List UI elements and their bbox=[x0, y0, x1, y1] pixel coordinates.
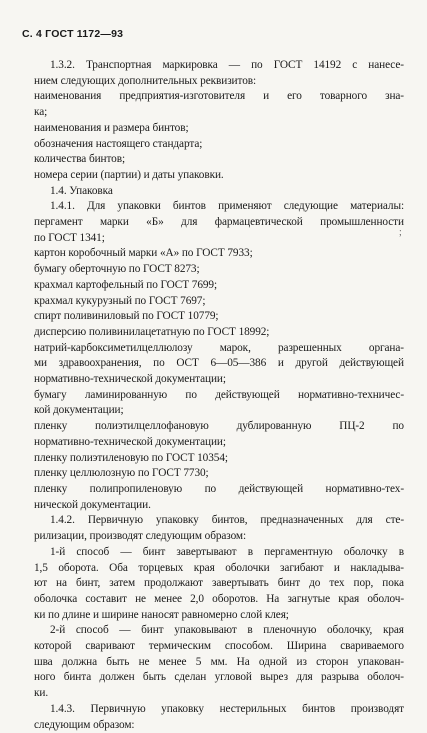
text-line: пленку полиэтиленовую по ГОСТ 10354; bbox=[34, 451, 228, 464]
word: пор, bbox=[353, 577, 374, 590]
word: пергамент bbox=[34, 216, 83, 229]
word: Транспортная bbox=[85, 59, 152, 71]
word: здравоохранения, bbox=[58, 357, 142, 370]
text-line bbox=[34, 388, 404, 404]
text-line: нием следующих дополнительных реквизитов: bbox=[34, 74, 257, 87]
word: 1.3.2. bbox=[50, 59, 75, 71]
word: способ bbox=[76, 545, 110, 558]
word: края bbox=[382, 624, 404, 637]
word: оболоч- bbox=[367, 671, 404, 684]
text-line: кой документации; bbox=[34, 404, 124, 417]
word: завертывают bbox=[176, 545, 237, 558]
word: Первичную bbox=[90, 702, 146, 715]
text-line bbox=[34, 89, 404, 105]
word: — bbox=[120, 545, 132, 558]
word: бинт, bbox=[75, 577, 101, 590]
word: оболочку bbox=[343, 545, 388, 558]
word: ГОСТ bbox=[273, 59, 303, 71]
page-header: С. 4 ГОСТ 1172—93 bbox=[22, 28, 124, 40]
word: 1.4.3. bbox=[50, 702, 75, 715]
word: торцевых bbox=[138, 561, 184, 574]
word: быть bbox=[142, 671, 166, 684]
word: действующей bbox=[238, 482, 304, 495]
word: вырез bbox=[260, 671, 288, 684]
document-body bbox=[34, 58, 404, 733]
text-line bbox=[34, 356, 404, 372]
word: затем bbox=[109, 577, 136, 590]
text-line bbox=[34, 545, 404, 561]
text-line bbox=[34, 482, 404, 498]
text-line: количества бинтов; bbox=[34, 153, 125, 166]
word: ми bbox=[34, 357, 47, 370]
word: пергаментную bbox=[264, 545, 333, 558]
text-line bbox=[34, 655, 404, 671]
word: действующей bbox=[339, 357, 404, 370]
text-line bbox=[34, 199, 404, 215]
word: для bbox=[356, 514, 373, 527]
word: 6—05—386 bbox=[210, 357, 267, 370]
word: разрешенных bbox=[277, 341, 342, 354]
word: менее bbox=[154, 592, 182, 605]
word: пленочную bbox=[263, 624, 317, 637]
word: на bbox=[56, 577, 67, 590]
text-line: крахмал кукурузный по ГОСТ 7697; bbox=[34, 294, 206, 307]
word: сваривают bbox=[85, 640, 135, 653]
word: его bbox=[287, 90, 302, 103]
word: ОСТ bbox=[176, 357, 199, 370]
text-line: дисперсию поливинилацетатную по ГОСТ 18992; bbox=[34, 325, 270, 338]
word: предназначенных bbox=[260, 514, 344, 527]
word: пока bbox=[382, 577, 404, 590]
word: полиэтилцеллофановую bbox=[95, 420, 209, 433]
word: 1.4.2. bbox=[50, 514, 75, 527]
word: и bbox=[277, 357, 284, 370]
text-line bbox=[34, 341, 404, 357]
word: 1.4.1. bbox=[50, 200, 75, 213]
text-line: рилизации, производят следующим образом: bbox=[34, 530, 247, 543]
word: оборота. bbox=[58, 561, 99, 574]
text-line bbox=[34, 419, 404, 435]
word: товарного bbox=[319, 90, 368, 103]
word: ют bbox=[34, 577, 48, 590]
word: быть bbox=[106, 655, 130, 668]
text-line: крахмал картофельный по ГОСТ 7699; bbox=[34, 278, 217, 291]
word: сторон bbox=[316, 655, 349, 668]
word: пленку bbox=[34, 482, 68, 495]
word: одной bbox=[258, 655, 288, 668]
word: шва bbox=[34, 655, 53, 668]
word: которой bbox=[34, 640, 72, 653]
word: 14192 bbox=[313, 59, 342, 71]
word: бинта bbox=[63, 671, 92, 684]
word: в bbox=[398, 545, 404, 558]
text-line: нормативно-технической документации; bbox=[34, 435, 226, 448]
word: свариваемого bbox=[340, 640, 404, 653]
word: 1,5 bbox=[34, 561, 48, 574]
word: применяют bbox=[218, 200, 272, 213]
word: по bbox=[153, 357, 165, 370]
text-line: по ГОСТ 1341; bbox=[34, 231, 105, 244]
word: упаковку bbox=[155, 514, 199, 527]
word: 5 bbox=[195, 655, 202, 668]
text-line bbox=[34, 58, 404, 74]
word: промышленности bbox=[320, 216, 404, 229]
word: нестерильных bbox=[219, 702, 287, 715]
word: пленку bbox=[34, 420, 68, 433]
text-line: нической документации. bbox=[34, 498, 151, 511]
word: менее bbox=[158, 655, 187, 668]
word: в bbox=[247, 624, 253, 637]
text-line: спирт поливиниловый по ГОСТ 10779; bbox=[34, 310, 219, 323]
text-line bbox=[34, 576, 404, 592]
word: термическим bbox=[148, 640, 211, 653]
word: сте- bbox=[385, 514, 404, 527]
word: марок, bbox=[219, 341, 251, 354]
word: оболочка bbox=[34, 592, 78, 605]
word: наименования bbox=[34, 90, 102, 103]
text-line bbox=[34, 513, 404, 529]
word: должен bbox=[99, 671, 135, 684]
word: бинт bbox=[277, 577, 301, 590]
word: ПЦ-2 bbox=[339, 420, 365, 433]
word: тех bbox=[329, 577, 345, 590]
word: На bbox=[266, 592, 280, 605]
text-line bbox=[34, 623, 404, 639]
text-line: ки по длине и ширине наносят равномерно слой клея; bbox=[34, 608, 289, 621]
word: в bbox=[247, 545, 253, 558]
word: бинт bbox=[141, 624, 164, 637]
word: по bbox=[251, 59, 263, 71]
word: угловой bbox=[214, 671, 252, 684]
text-line: следующим образом: bbox=[34, 718, 135, 731]
word: Первичную bbox=[87, 514, 143, 527]
text-line: ка; bbox=[34, 106, 48, 119]
word: разрыва bbox=[321, 671, 359, 684]
word: края bbox=[338, 592, 360, 605]
word: 2-й bbox=[50, 624, 66, 637]
text-line: нормативно-технической документации; bbox=[34, 373, 226, 386]
word: завертывать bbox=[212, 577, 269, 590]
word: сделан bbox=[174, 671, 207, 684]
word: оболоч- bbox=[367, 592, 404, 605]
word: продолжают bbox=[144, 577, 203, 590]
word: бинтов, bbox=[211, 514, 248, 527]
word: по bbox=[185, 388, 197, 401]
text-line bbox=[34, 670, 404, 686]
margin-mark: ; bbox=[399, 227, 402, 238]
word: упаковки bbox=[117, 200, 161, 213]
word: натрий-карбоксиметилцеллюлозу bbox=[34, 341, 193, 354]
word: производят bbox=[350, 702, 404, 715]
word: с bbox=[352, 59, 358, 71]
section-heading: 1.4. Упаковка bbox=[50, 184, 113, 197]
word: зна- bbox=[385, 90, 404, 103]
word: нанесе- bbox=[368, 59, 404, 71]
text-line bbox=[34, 639, 404, 655]
word: следующие bbox=[283, 200, 338, 213]
text-line: пленку целлюлозную по ГОСТ 7730; bbox=[34, 467, 209, 480]
text-line bbox=[34, 702, 404, 718]
word: — bbox=[228, 59, 240, 71]
word: бинт bbox=[142, 545, 166, 558]
text-line: ки. bbox=[34, 687, 49, 700]
word: оболочки bbox=[225, 561, 270, 574]
word: для bbox=[181, 216, 198, 229]
text-line: номера серии (партии) и даты упаковки. bbox=[34, 168, 224, 181]
word: нормативно-техничес- bbox=[297, 388, 404, 401]
word: упаковку bbox=[161, 702, 204, 715]
word: способом. bbox=[224, 640, 273, 653]
word: материалы: bbox=[350, 200, 404, 213]
word: Ширина bbox=[286, 640, 327, 653]
word: составит bbox=[85, 592, 127, 605]
word: «Б» bbox=[146, 216, 164, 229]
word: органа- bbox=[368, 341, 404, 354]
word: и bbox=[263, 90, 270, 103]
word: 2,0 bbox=[190, 592, 204, 605]
word: упакован- bbox=[357, 655, 404, 668]
word: по bbox=[204, 482, 217, 495]
text-line: бумагу оберточную по ГОСТ 8273; bbox=[34, 263, 200, 276]
word: Для bbox=[86, 200, 106, 213]
word: не bbox=[138, 655, 150, 668]
text-line: картон коробочный марки «А» по ГОСТ 7933; bbox=[34, 247, 253, 260]
word: бинтов bbox=[302, 702, 336, 715]
word: оборотов. bbox=[212, 592, 259, 605]
text-line bbox=[34, 561, 404, 577]
word: — bbox=[119, 624, 131, 637]
word: мм. bbox=[210, 655, 228, 668]
word: нормативно-тех- bbox=[325, 482, 404, 495]
word: способ bbox=[75, 624, 109, 637]
text-line bbox=[34, 215, 404, 231]
word: для bbox=[296, 671, 313, 684]
word: должна bbox=[61, 655, 98, 668]
word: дублированную bbox=[236, 420, 312, 433]
text-line: наименования и размера бинтов; bbox=[34, 121, 189, 134]
word: по bbox=[392, 420, 404, 433]
word: 1-й bbox=[50, 545, 66, 558]
word: загнутые bbox=[287, 592, 330, 605]
word: накладыва- bbox=[350, 561, 404, 574]
word: действующей bbox=[215, 388, 280, 401]
word: края bbox=[193, 561, 215, 574]
word: упаковывают bbox=[174, 624, 237, 637]
word: и bbox=[333, 561, 340, 574]
word: марки bbox=[100, 216, 129, 229]
text-line bbox=[34, 592, 404, 608]
word: полипропиленовую bbox=[89, 482, 183, 495]
word: бинтов bbox=[172, 200, 206, 213]
word: Оба bbox=[109, 561, 128, 574]
word: из bbox=[296, 655, 307, 668]
word: другой bbox=[295, 357, 328, 370]
word: оболочку, bbox=[326, 624, 373, 637]
word: маркировка bbox=[162, 59, 218, 71]
word: предприятия-изготовителя bbox=[119, 90, 246, 103]
word: ного bbox=[34, 671, 56, 684]
text-line: обозначения настоящего стандарта; bbox=[34, 137, 203, 150]
word: ламинированную bbox=[84, 388, 168, 401]
word: до bbox=[309, 577, 321, 590]
word: бумагу bbox=[34, 388, 67, 401]
word: загибают bbox=[280, 561, 324, 574]
word: не bbox=[135, 592, 146, 605]
word: фармацевтической bbox=[214, 216, 303, 229]
word: На bbox=[236, 655, 250, 668]
